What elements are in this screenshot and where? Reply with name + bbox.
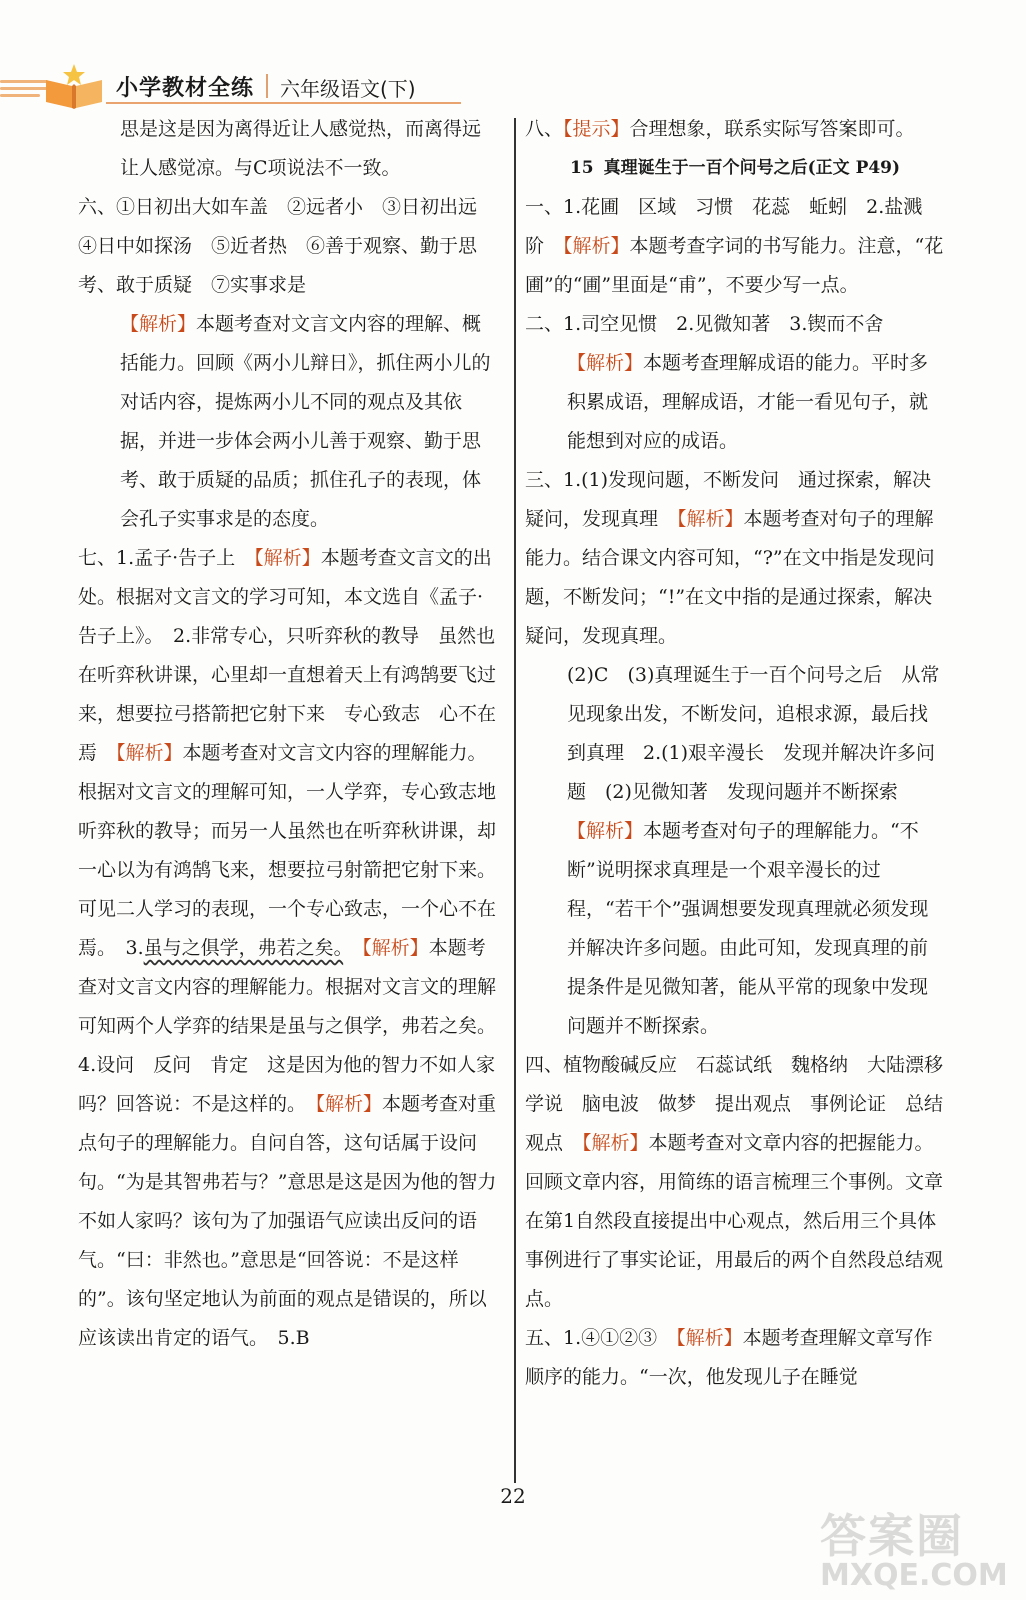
watermark-chars: 答案圈: [820, 1509, 964, 1563]
analysis-tag: 【解析】: [254, 547, 321, 569]
wavy-underline-text: 虽与之俱学，弗若之矣。: [143, 937, 344, 959]
analysis-tag: 【解析】: [567, 820, 644, 842]
series-title: 小学教材全练: [116, 76, 255, 101]
answer-section-1: 一、1.花圃 区域 习惯 花蕊 蚯蚓 2.盐溅 阶 【解析】本题考查字词的书写能力。注意，“花圃”的“圃”里面是“甫”，不要少写一点。: [525, 196, 944, 296]
analysis-tag: 【解析】: [676, 1327, 743, 1349]
answer-section-7: 七、1.孟子·告子上 【解析】本题考查文言文的出处。根据对文言文的学习可知，本文选自《孟子·告子上》。 2.非常专心，只听弈秋的教导 虽然也在听弈秋讲课，心里却一直想着天上有鸿鹄要飞过来，想要拉弓搭箭把它射下来 专心致志 心不在焉 【解析】本题考查对文言文内容的理解能力。根据对文言文的理解可知，一人学弈，专心致志地听弈秋的教导；而另一人虽然也在听弈秋讲课，却一心以为有鸿鹄飞来，想要拉弓射箭把它射下来。可见二人学习的表现，一个专心致志，一个心不在焉。 3.虽与之俱学，弗若之矣。 【解析】本题考查对文言文内容的理解能力。根据对文言文的理解可知两个人学弈的结果是虽与之俱学，弗若之矣。 4.设问 反问 肯定 这是因为他的智力不如人家吗？回答说：不是这样的。 【解析】本题考查对重点句子的理解能力。自问自答，这句话属于设问句。“为是其智弗若与？”意思是这是因为他的智力不如人家吗？该句为了加强语气应读出反问的语气。“曰：非然也。”意思是“回答说：不是这样的”。该句坚定地认为前面的观点是错误的，所以应该读出肯定的语气。 5.B: [78, 547, 506, 1349]
analysis-tag: 【解析】: [582, 1132, 649, 1154]
header-separator: [266, 74, 268, 98]
analysis-tag: 【解析】: [120, 313, 197, 335]
answer-section-6: 六、①日初出大如车盖 ②远者小 ③日初出远 ④日中如探汤 ⑤近者热 ⑥善于观察、勤于思考、敢于质疑 ⑦实事求是: [78, 196, 497, 296]
analysis-tag: 【解析】: [567, 352, 644, 374]
answer-section-3: 三、1.(1)发现问题，不断发问 通过探索，解决疑问，发现真理 【解析】本题考查对句子的理解能力。结合课文内容可知，“?”在文中指是发现问题，不断发问；“!”在文中指的是通过探索，解决疑问，发现真理。: [525, 469, 935, 647]
page-header: [0, 0, 1026, 112]
hint-tag: 【提示】: [563, 118, 630, 140]
analysis-tag: 【解析】: [362, 937, 429, 959]
open-book-star-icon: [42, 62, 106, 110]
answer-section-2: 二、1.司空见惯 2.见微知著 3.锲而不舍: [525, 313, 884, 335]
watermark-url: MXQE.COM: [820, 1558, 1008, 1593]
header-underline: [106, 102, 461, 104]
answer-text: 思是这是因为离得近让人感觉热，而离得远让人感觉凉。与C项说法不一致。: [120, 118, 482, 179]
watermark: [820, 1500, 1010, 1592]
answer-analysis-6: 【解析】本题考查对文言文内容的理解、概括能力。回顾《两小儿辩日》，抓住两小儿的对话内容，提炼两小儿不同的观点及其依据，并进一步体会两小儿善于观察、勤于思考、敢于质疑的品质；抓住孔子的表现，体会孔子实事求是的态度。: [120, 313, 491, 530]
answer-section-3-cont: (2)C (3)真理诞生于一百个问号之后 从常见现象出发，不断发问，追根求源，最后找到真理 2.(1)艰辛漫长 发现并解决许多问题 (2)见微知著 发现问题并不断探索 【解析】本题考查对句子的理解能力。“不断”说明探求真理是一个艰辛漫长的过程，“若干个”强调想要发现真理就必须发现并解决许多问题。由此可知，发现真理的前提条件是见微知著，能从平常的现象中发现问题并不断探索。: [567, 664, 940, 1037]
analysis-tag: 【解析】: [677, 508, 744, 530]
answer-analysis-2: 【解析】本题考查理解成语的能力。平时多积累成语，理解成语，才能一看见句子，就能想到对应的成语。: [567, 352, 929, 452]
answer-section-4: 四、植物酸碱反应 石蕊试纸 魏格纳 大陆漂移学说 脑电波 做梦 提出观点 事例论证 总结观点 【解析】本题考查对文章内容的把握能力。回顾文章内容，用简练的语言梳理三个事例。文章在第1自然段直接提出中心观点，然后用三个具体事例进行了事实论证，用最后的两个自然段总结观点。: [525, 1054, 944, 1310]
analysis-tag: 【解析】: [116, 742, 183, 764]
page-number: 22: [500, 1484, 526, 1508]
answer-section-8: 八、【提示】合理想象，联系实际写答案即可。: [525, 118, 915, 140]
analysis-tag: 【解析】: [315, 1093, 383, 1115]
column-divider: [514, 118, 516, 1483]
answer-section-5: 五、1.④①②③ 【解析】本题考查理解文章写作顺序的能力。“一次，他发现儿子在睡觉: [525, 1327, 933, 1388]
subject-title: 六年级语文(下): [280, 77, 416, 101]
analysis-tag: 【解析】: [563, 235, 630, 257]
right-column: [525, 110, 945, 1397]
left-column: [78, 110, 506, 1358]
lesson-heading: 15 真理诞生于一百个问号之后(正文 P49): [569, 158, 901, 178]
